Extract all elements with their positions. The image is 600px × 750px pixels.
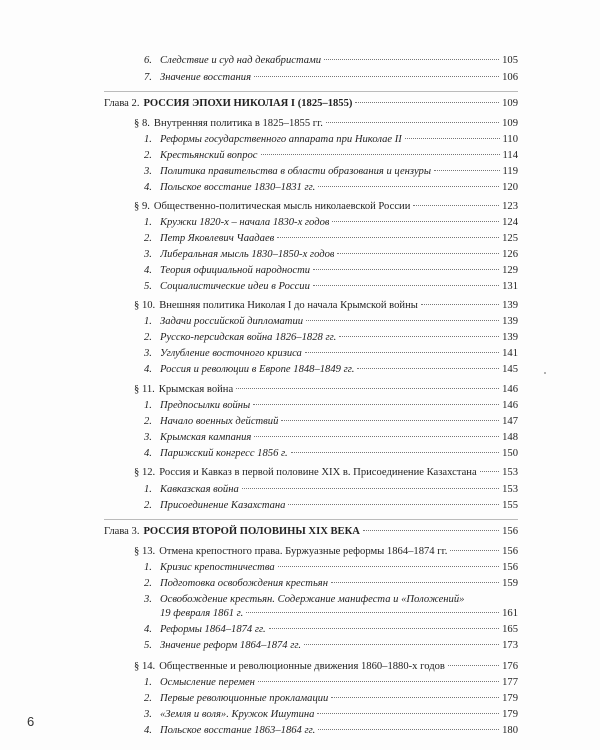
dot-leader [355, 102, 499, 103]
entry-page: 180 [502, 725, 518, 736]
dot-leader [448, 665, 499, 666]
chapter-heading [104, 525, 518, 538]
chapter-heading [104, 97, 518, 110]
toc-entry [144, 165, 518, 178]
entry-title: Внешняя политика Николая I до начала Крымской войны [159, 300, 418, 311]
section-entry [134, 660, 518, 673]
dot-leader [254, 436, 499, 437]
toc-entry [144, 331, 518, 344]
dot-leader [306, 320, 499, 321]
entry-number: § 13. [134, 546, 156, 557]
toc-entry [144, 248, 518, 261]
entry-number: § 11. [134, 384, 155, 395]
entry-page: 165 [502, 624, 518, 635]
toc-entry [144, 232, 518, 245]
entry-number: 1. [144, 484, 152, 495]
entry-title: Польское восстание 1830–1831 гг. [160, 182, 316, 193]
entry-number: 2. [144, 693, 152, 704]
entry-title: Отмена крепостного права. Буржуазные реформы 1864–1874 гг. [159, 546, 448, 557]
toc-entry [144, 623, 518, 636]
entry-number: 7. [144, 72, 152, 83]
entry-number: 3. [144, 348, 152, 359]
entry-number: 3. [144, 432, 152, 443]
chapter-rule [104, 519, 518, 520]
toc-entry [144, 264, 518, 277]
entry-title: 19 февраля 1861 г. [160, 608, 244, 619]
dot-leader [405, 138, 500, 139]
entry-number: § 14. [134, 661, 156, 672]
dot-leader [304, 644, 499, 645]
toc-entry [144, 639, 518, 652]
entry-title: Осмысление перемен [160, 677, 255, 688]
dot-leader [269, 628, 499, 629]
chapter-label: Глава 2. [104, 98, 140, 109]
entry-title: Россия и Кавказ в первой половине XIX в. Присоединение Казахстана [159, 467, 477, 478]
toc-entry [144, 676, 518, 689]
entry-number: 1. [144, 316, 152, 327]
dot-leader [357, 368, 499, 369]
entry-number: 4. [144, 448, 152, 459]
entry-number: 2. [144, 233, 152, 244]
entry-page: 173 [502, 640, 518, 651]
entry-page: 114 [502, 150, 518, 161]
section-entry [134, 383, 518, 396]
dot-leader [413, 205, 499, 206]
entry-page: 126 [502, 249, 518, 260]
dot-leader [318, 729, 499, 730]
entry-title: Крымская война [158, 384, 234, 395]
entry-title: Польское восстание 1863–1864 гг. [160, 725, 316, 736]
entry-number: 2. [144, 578, 152, 589]
dot-leader [254, 76, 499, 77]
entry-title: Следствие и суд над декабристами [160, 55, 322, 66]
entry-number: 4. [144, 182, 152, 193]
entry-title: Первые революционные прокламации [160, 693, 329, 704]
dot-leader [337, 253, 499, 254]
dot-leader [281, 420, 499, 421]
entry-page: 120 [502, 182, 518, 193]
entry-title: Реформы 1864–1874 гг. [160, 624, 266, 635]
entry-number: 3. [144, 249, 152, 260]
entry-page: 124 [502, 217, 518, 228]
entry-title: Крестьянский вопрос [160, 150, 258, 161]
entry-number: § 12. [134, 467, 156, 478]
entry-title: «Земля и воля». Кружок Ишутина [160, 709, 315, 720]
toc-entry [144, 181, 518, 194]
entry-number: 1. [144, 400, 152, 411]
entry-title: Крымская кампания [160, 432, 252, 443]
dot-leader [277, 237, 499, 238]
section-entry [134, 117, 518, 130]
dot-leader [339, 336, 499, 337]
entry-page: 105 [502, 55, 518, 66]
dot-leader [261, 154, 500, 155]
dot-leader [258, 681, 499, 682]
entry-page: 139 [502, 316, 518, 327]
chapter-label: Глава 3. [104, 526, 140, 537]
dot-leader [332, 221, 499, 222]
entry-number: 4. [144, 624, 152, 635]
dot-leader [450, 550, 499, 551]
dot-leader [242, 488, 499, 489]
entry-page: 145 [502, 364, 518, 375]
toc-entry [144, 499, 518, 512]
entry-page: 119 [502, 166, 518, 177]
entry-title: Социалистические идеи в России [160, 281, 310, 292]
toc-entry [144, 347, 518, 360]
section-entry [134, 299, 518, 312]
entry-page: 125 [502, 233, 518, 244]
entry-page: 123 [502, 201, 518, 212]
toc-entry [144, 708, 518, 721]
entry-number: 1. [144, 677, 152, 688]
toc-entry [144, 724, 518, 737]
entry-page: 159 [502, 578, 518, 589]
scan-speck [544, 372, 546, 374]
section-entry [134, 466, 518, 479]
entry-page: 109 [502, 98, 518, 109]
entry-title: Общественные и революционные движения 1860–1880-х годов [159, 661, 445, 672]
toc-entry [144, 561, 518, 574]
entry-title: Россия и революции в Европе 1848–1849 гг. [160, 364, 355, 375]
entry-page: 147 [502, 416, 518, 427]
dot-leader [331, 697, 499, 698]
entry-number: § 9. [134, 201, 150, 212]
toc-entry [144, 133, 518, 146]
toc-entry [160, 607, 518, 620]
entry-number: 1. [144, 562, 152, 573]
entry-title: Значение реформ 1864–1874 гг. [160, 640, 302, 651]
toc-entry [144, 447, 518, 460]
dot-leader [291, 452, 499, 453]
entry-number: 4. [144, 364, 152, 375]
entry-title: Кавказская война [160, 484, 239, 495]
entry-title: Петр Яковлевич Чаадаев [160, 233, 275, 244]
dot-leader [326, 122, 499, 123]
entry-title: Углубление восточного кризиса [160, 348, 302, 359]
entry-number: 3. [144, 709, 152, 720]
entry-title: Общественно-политическая мысль николаевской России [153, 201, 411, 212]
toc-entry [144, 363, 518, 376]
entry-page: 146 [502, 400, 518, 411]
toc-entry [144, 399, 518, 412]
entry-title: Парижский конгресс 1856 г. [160, 448, 288, 459]
entry-page: 179 [502, 693, 518, 704]
entry-title: Политика правительства в области образования и цензуры [160, 166, 432, 177]
dot-leader [278, 566, 499, 567]
entry-title: РОССИЯ ЭПОХИ НИКОЛАЯ I (1825–1855) [143, 98, 353, 109]
entry-title: Теория официальной народности [160, 265, 311, 276]
entry-title: РОССИЯ ВТОРОЙ ПОЛОВИНЫ XIX ВЕКА [143, 526, 360, 537]
dot-leader [363, 530, 499, 531]
dot-leader [288, 504, 499, 505]
dot-leader [324, 59, 499, 60]
section-entry [134, 200, 518, 213]
entry-page: 177 [502, 677, 518, 688]
entry-number: 2. [144, 150, 152, 161]
entry-title: Либеральная мысль 1830–1850-х годов [160, 249, 335, 260]
entry-page: 148 [502, 432, 518, 443]
dot-leader [253, 404, 499, 405]
entry-page: 156 [502, 546, 518, 557]
entry-number: 1. [144, 217, 152, 228]
toc-entry [144, 280, 518, 293]
entry-number: 5. [144, 281, 152, 292]
entry-page: 139 [502, 300, 518, 311]
entry-number: 6. [144, 55, 152, 66]
toc-entry [144, 415, 518, 428]
entry-number: 2. [144, 332, 152, 343]
toc-entry [144, 149, 518, 162]
toc-entry [144, 577, 518, 590]
toc-entry [144, 71, 518, 84]
entry-title: Предпосылки войны [160, 400, 251, 411]
entry-page: 155 [502, 500, 518, 511]
entry-page: 176 [502, 661, 518, 672]
entry-title: Задачи российской дипломатии [160, 316, 304, 327]
dot-leader [305, 352, 499, 353]
entry-page: 179 [502, 709, 518, 720]
entry-page: 131 [502, 281, 518, 292]
entry-page: 141 [502, 348, 518, 359]
entry-number: 3. [144, 166, 152, 177]
entry-title: Кризис крепостничества [160, 562, 275, 573]
entry-page: 153 [502, 467, 518, 478]
toc-entry [144, 593, 518, 606]
page-number: 6 [27, 714, 35, 729]
dot-leader [313, 285, 499, 286]
toc-entry [144, 483, 518, 496]
toc-entry [144, 216, 518, 229]
toc-entry [144, 54, 518, 67]
entry-title: Освобождение крестьян. Содержание манифеста и «Положений» [160, 594, 465, 605]
dot-leader [236, 388, 499, 389]
entry-page: 110 [502, 134, 518, 145]
chapter-rule [104, 91, 518, 92]
entry-number: 4. [144, 725, 152, 736]
entry-page: 129 [502, 265, 518, 276]
entry-title: Значение восстания [160, 72, 252, 83]
entry-page: 156 [502, 562, 518, 573]
entry-number: 1. [144, 134, 152, 145]
entry-number: § 8. [134, 118, 150, 129]
toc-entry [144, 431, 518, 444]
entry-page: 153 [502, 484, 518, 495]
entry-number: 2. [144, 500, 152, 511]
entry-number: 3. [144, 594, 152, 605]
dot-leader [317, 713, 499, 714]
dot-leader [246, 612, 499, 613]
dot-leader [313, 269, 499, 270]
entry-number: 4. [144, 265, 152, 276]
entry-title: Присоединение Казахстана [160, 500, 286, 511]
entry-page: 161 [502, 608, 518, 619]
toc-entry [144, 692, 518, 705]
entry-number: 5. [144, 640, 152, 651]
dot-leader [421, 304, 499, 305]
entry-page: 156 [502, 526, 518, 537]
entry-page: 139 [502, 332, 518, 343]
section-entry [134, 545, 518, 558]
dot-leader [434, 170, 499, 171]
entry-page: 106 [502, 72, 518, 83]
entry-title: Русско-персидская война 1826–1828 гг. [160, 332, 337, 343]
entry-title: Реформы государственного аппарата при Николае II [160, 134, 402, 145]
entry-title: Кружки 1820-х – начала 1830-х годов [160, 217, 330, 228]
toc-entry [144, 315, 518, 328]
entry-title: Внутренняя политика в 1825–1855 гг. [153, 118, 323, 129]
entry-title: Подготовка освобождения крестьян [160, 578, 328, 589]
entry-page: 150 [502, 448, 518, 459]
entry-title: Начало военных действий [160, 416, 279, 427]
entry-number: § 10. [134, 300, 156, 311]
entry-page: 109 [502, 118, 518, 129]
entry-number: 2. [144, 416, 152, 427]
dot-leader [318, 186, 499, 187]
entry-page: 146 [502, 384, 518, 395]
dot-leader [331, 582, 499, 583]
dot-leader [480, 471, 499, 472]
